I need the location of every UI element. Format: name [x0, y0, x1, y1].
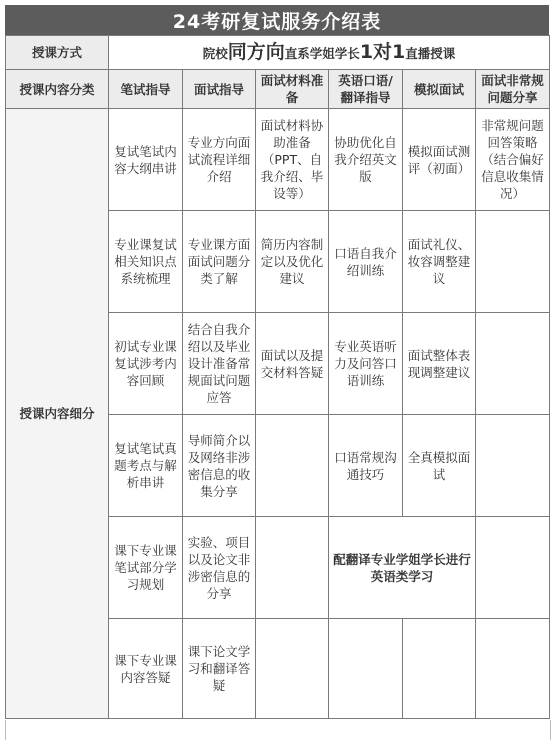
- table-cell: 协助优化自我介绍英文版: [329, 109, 403, 211]
- table-bottom-strip: [5, 720, 551, 740]
- mode-part-live: 直播授课: [405, 45, 456, 61]
- table-cell: 面试材料协助准备（PPT、自我介绍、毕设等）: [256, 109, 329, 211]
- table-cell: [403, 619, 476, 719]
- table-cell: 专业英语听力及问答口语训练: [329, 313, 403, 415]
- table-cell: 课下专业课内容答疑: [109, 619, 183, 719]
- table-cell: 专业方向面试流程详细介绍: [183, 109, 256, 211]
- col-interview: 面试指导: [183, 70, 256, 109]
- table-cell: [476, 517, 550, 619]
- table-cell: [256, 415, 329, 517]
- table-cell: [476, 415, 550, 517]
- table-cell: 初试专业课复试涉考内容回顾: [109, 313, 183, 415]
- header-label: 授课内容分类: [6, 70, 109, 109]
- page-title: 24考研复试服务介绍表: [5, 5, 549, 35]
- mode-part-senior: 直系学姐学长: [284, 45, 360, 61]
- section-label: 授课内容细分: [6, 109, 109, 719]
- col-mock: 模拟面试: [403, 70, 476, 109]
- table-cell: [256, 619, 329, 719]
- table-cell: 导师简介以及网络非涉密信息的收集分享: [183, 415, 256, 517]
- table-cell: 口语自我介绍训练: [329, 211, 403, 313]
- table-cell: 专业课方面面试问题分类了解: [183, 211, 256, 313]
- table-cell: 复试笔试内容大纲串讲: [109, 109, 183, 211]
- table-cell: 课下论文学习和翻译答疑: [183, 619, 256, 719]
- table-cell: [476, 211, 550, 313]
- col-unusual: 面试非常规问题分享: [476, 70, 550, 109]
- translation-senior-cell: 配翻译专业学姐学长进行英语类学习: [329, 517, 476, 619]
- header-row: [6, 70, 550, 109]
- col-materials: 面试材料准备: [256, 70, 329, 109]
- table-cell: 面试以及提交材料答疑: [256, 313, 329, 415]
- table-row: [6, 109, 550, 211]
- table-cell: 非常规问题回答策略（结合偏好信息收集情况）: [476, 109, 550, 211]
- col-english: 英语口语/翻译指导: [329, 70, 403, 109]
- table-cell: 复试笔试真题考点与解析串讲: [109, 415, 183, 517]
- table-cell: 面试整体表现调整建议: [403, 313, 476, 415]
- service-table: [5, 35, 550, 719]
- table-cell: 全真模拟面试: [403, 415, 476, 517]
- mode-row: [6, 36, 550, 70]
- table-cell: 口语常规沟通技巧: [329, 415, 403, 517]
- mode-value: [109, 36, 550, 70]
- table-cell: 简历内容制定以及优化建议: [256, 211, 329, 313]
- table-cell: 专业课复试相关知识点系统梳理: [109, 211, 183, 313]
- mode-part-school: 院校: [202, 45, 228, 61]
- table-cell: [476, 313, 550, 415]
- table-cell: 模拟面试测评（初面）: [403, 109, 476, 211]
- table-cell: [476, 619, 550, 719]
- table-cell: 实验、项目以及论文非涉密信息的分享: [183, 517, 256, 619]
- table-cell: [329, 619, 403, 719]
- table-cell: 结合自我介绍以及毕业设计准备常规面试问题应答: [183, 313, 256, 415]
- col-written: 笔试指导: [109, 70, 183, 109]
- table-cell: [256, 517, 329, 619]
- table-cell: 课下专业课笔试部分学习规划: [109, 517, 183, 619]
- mode-part-one-on-one: 1对1: [359, 40, 406, 63]
- mode-label: 授课方式: [6, 36, 109, 70]
- table-cell: 面试礼仪、妆容调整建议: [403, 211, 476, 313]
- mode-part-direction: 同方向: [227, 40, 285, 63]
